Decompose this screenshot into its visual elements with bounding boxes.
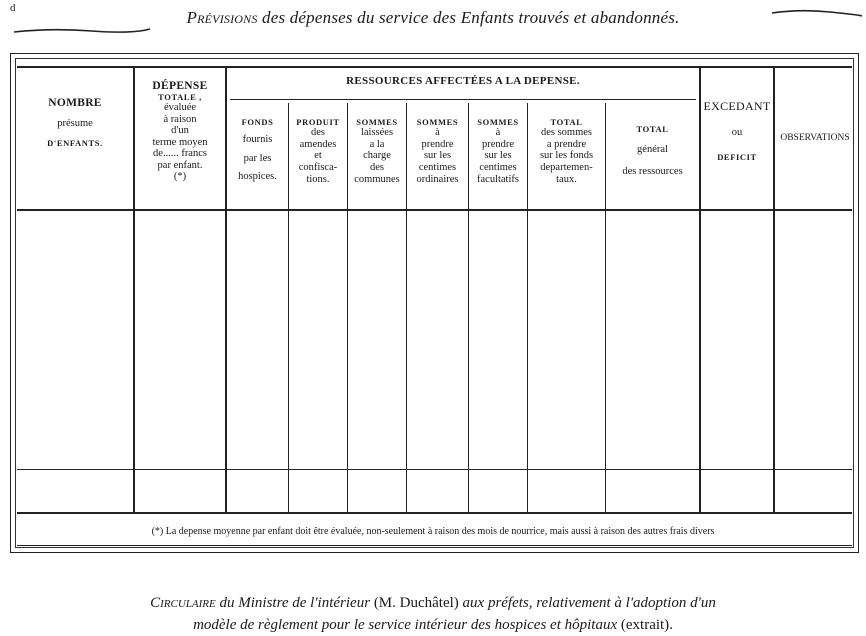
header-sommes-facultatifs-line: sur les	[484, 150, 512, 162]
header-depense-line: DÉPENSE	[152, 80, 208, 92]
header-sommes-ordinaires-line: SOMMES	[416, 117, 459, 127]
header-sommes-ordinaires-line: prendre	[421, 138, 454, 150]
header-total-departementaux-line: sur les fonds	[539, 150, 594, 162]
header-observations: OBSERVATIONS	[780, 133, 850, 143]
header-fonds-line: FONDS	[241, 117, 274, 127]
header-ressources-title: RESSOURCES AFFECTÉES A LA DEPENSE.	[346, 75, 580, 87]
footnote-bottom-rule	[17, 545, 852, 546]
header-sommes-facultatifs-line: à	[495, 127, 501, 139]
header-bottom-rule	[17, 209, 852, 211]
header-top-rule	[17, 66, 852, 68]
header-sommes-communes-line: laissées	[360, 127, 394, 139]
header-sommes-facultatifs-line: centimes	[479, 161, 517, 173]
header-sommes-communes-line: a la	[369, 138, 385, 150]
header-produit-line: PRODUIT	[296, 117, 340, 127]
header-sommes-communes-line: des	[370, 161, 384, 173]
running-title-prefix: Prévisions	[186, 8, 258, 27]
header-produit	[289, 118, 347, 185]
header-total-general-line: général	[637, 144, 668, 156]
header-sommes-communes	[348, 118, 406, 185]
header-sommes-ordinaires-line: centimes	[418, 161, 457, 173]
header-total-departementaux-line: TOTAL	[550, 117, 583, 127]
header-total-departementaux-line: taux.	[556, 173, 577, 185]
header-sommes-ordinaires-line: à	[435, 127, 440, 139]
running-title-rest: des dépenses du service des Enfants trouvés et abandonnés.	[257, 8, 680, 27]
header-nombre	[20, 97, 130, 149]
header-fonds-line: fournis	[242, 134, 273, 146]
header-excedant-line: EXCEDANT	[703, 99, 771, 113]
header-excedant-line: DEFICIT	[717, 151, 757, 162]
circular-text: aux préfets, relativement à l'adoption d'un	[462, 595, 716, 611]
header-sommes-ordinaires-line: sur les	[423, 150, 452, 162]
table-footnote: (*) La depense moyenne par enfant doit être évaluée, non-seulement à raison des mois de nourrice, mais aussi à raison des autres frais divers	[151, 526, 715, 537]
header-total-departementaux	[528, 118, 605, 185]
header-total-departementaux-line: departemen-	[540, 161, 593, 173]
circular-heading	[0, 592, 866, 636]
header-excedant-line: ou	[731, 127, 743, 139]
circular-text: (M. Duchâtel)	[373, 595, 463, 611]
header-produit-line: des	[311, 127, 325, 139]
header-total-general-line: TOTAL	[636, 124, 669, 134]
header-depense-line: terme moyen	[152, 136, 208, 148]
header-sommes-communes-line: charge	[363, 150, 391, 162]
left-flourish-ornament	[12, 26, 152, 36]
header-sommes-facultatifs-line: facultatifs	[477, 173, 519, 185]
header-total-general	[606, 125, 699, 177]
body-bottom-rule	[17, 469, 852, 470]
page-number: d	[10, 2, 16, 14]
header-nombre-line: présume	[57, 117, 93, 129]
header-sommes-facultatifs-line: prendre	[481, 138, 515, 150]
header-produit-line: confisca-	[298, 161, 338, 173]
circular-text: du Ministre de l'intérieur	[215, 595, 374, 611]
header-nombre-line: D'ENFANTS.	[47, 138, 103, 149]
header-depense-line: par enfant.	[157, 159, 203, 171]
header-depense-line: d'un	[171, 125, 189, 137]
circular-text: modèle de règlement pour le service intérieur des hospices et hôpitaux	[193, 617, 621, 633]
header-nombre-line: NOMBRE	[48, 97, 102, 109]
header-depense-line: à raison	[163, 113, 197, 125]
header-fonds-line: hospices.	[238, 171, 277, 183]
header-produit-line: tions.	[306, 173, 330, 185]
header-depense-line: (*)	[173, 171, 187, 183]
header-excedant	[701, 100, 773, 162]
circular-text: (extrait).	[620, 617, 673, 633]
header-depense-line: TOTALE ,	[158, 91, 202, 102]
header-sommes-facultatifs-line: SOMMES	[477, 117, 519, 127]
circular-label: Circulaire	[150, 595, 216, 611]
header-fonds	[227, 118, 288, 183]
header-total-general-line: des ressources	[622, 165, 683, 177]
header-sommes-communes-line: communes	[354, 173, 400, 185]
header-depense	[135, 80, 225, 183]
right-flourish-ornament	[770, 6, 864, 20]
header-fonds-line: par les	[243, 152, 272, 164]
header-produit-line: et	[314, 150, 322, 162]
running-title	[0, 8, 866, 28]
header-total-departementaux-line: a prendre	[546, 138, 587, 150]
header-sommes-communes-line: SOMMES	[356, 117, 398, 127]
header-sommes-ordinaires-line: ordinaires	[416, 173, 459, 185]
header-total-departementaux-line: des sommes	[540, 127, 593, 139]
header-produit-line: amendes	[299, 138, 337, 150]
header-sommes-facultatifs	[469, 118, 527, 185]
header-depense-line: évaluée	[163, 101, 197, 113]
ressources-under-rule	[230, 99, 696, 100]
header-sommes-ordinaires	[407, 118, 468, 185]
header-depense-line: de...... francs	[153, 148, 207, 160]
table-bottom-rule	[17, 512, 852, 514]
